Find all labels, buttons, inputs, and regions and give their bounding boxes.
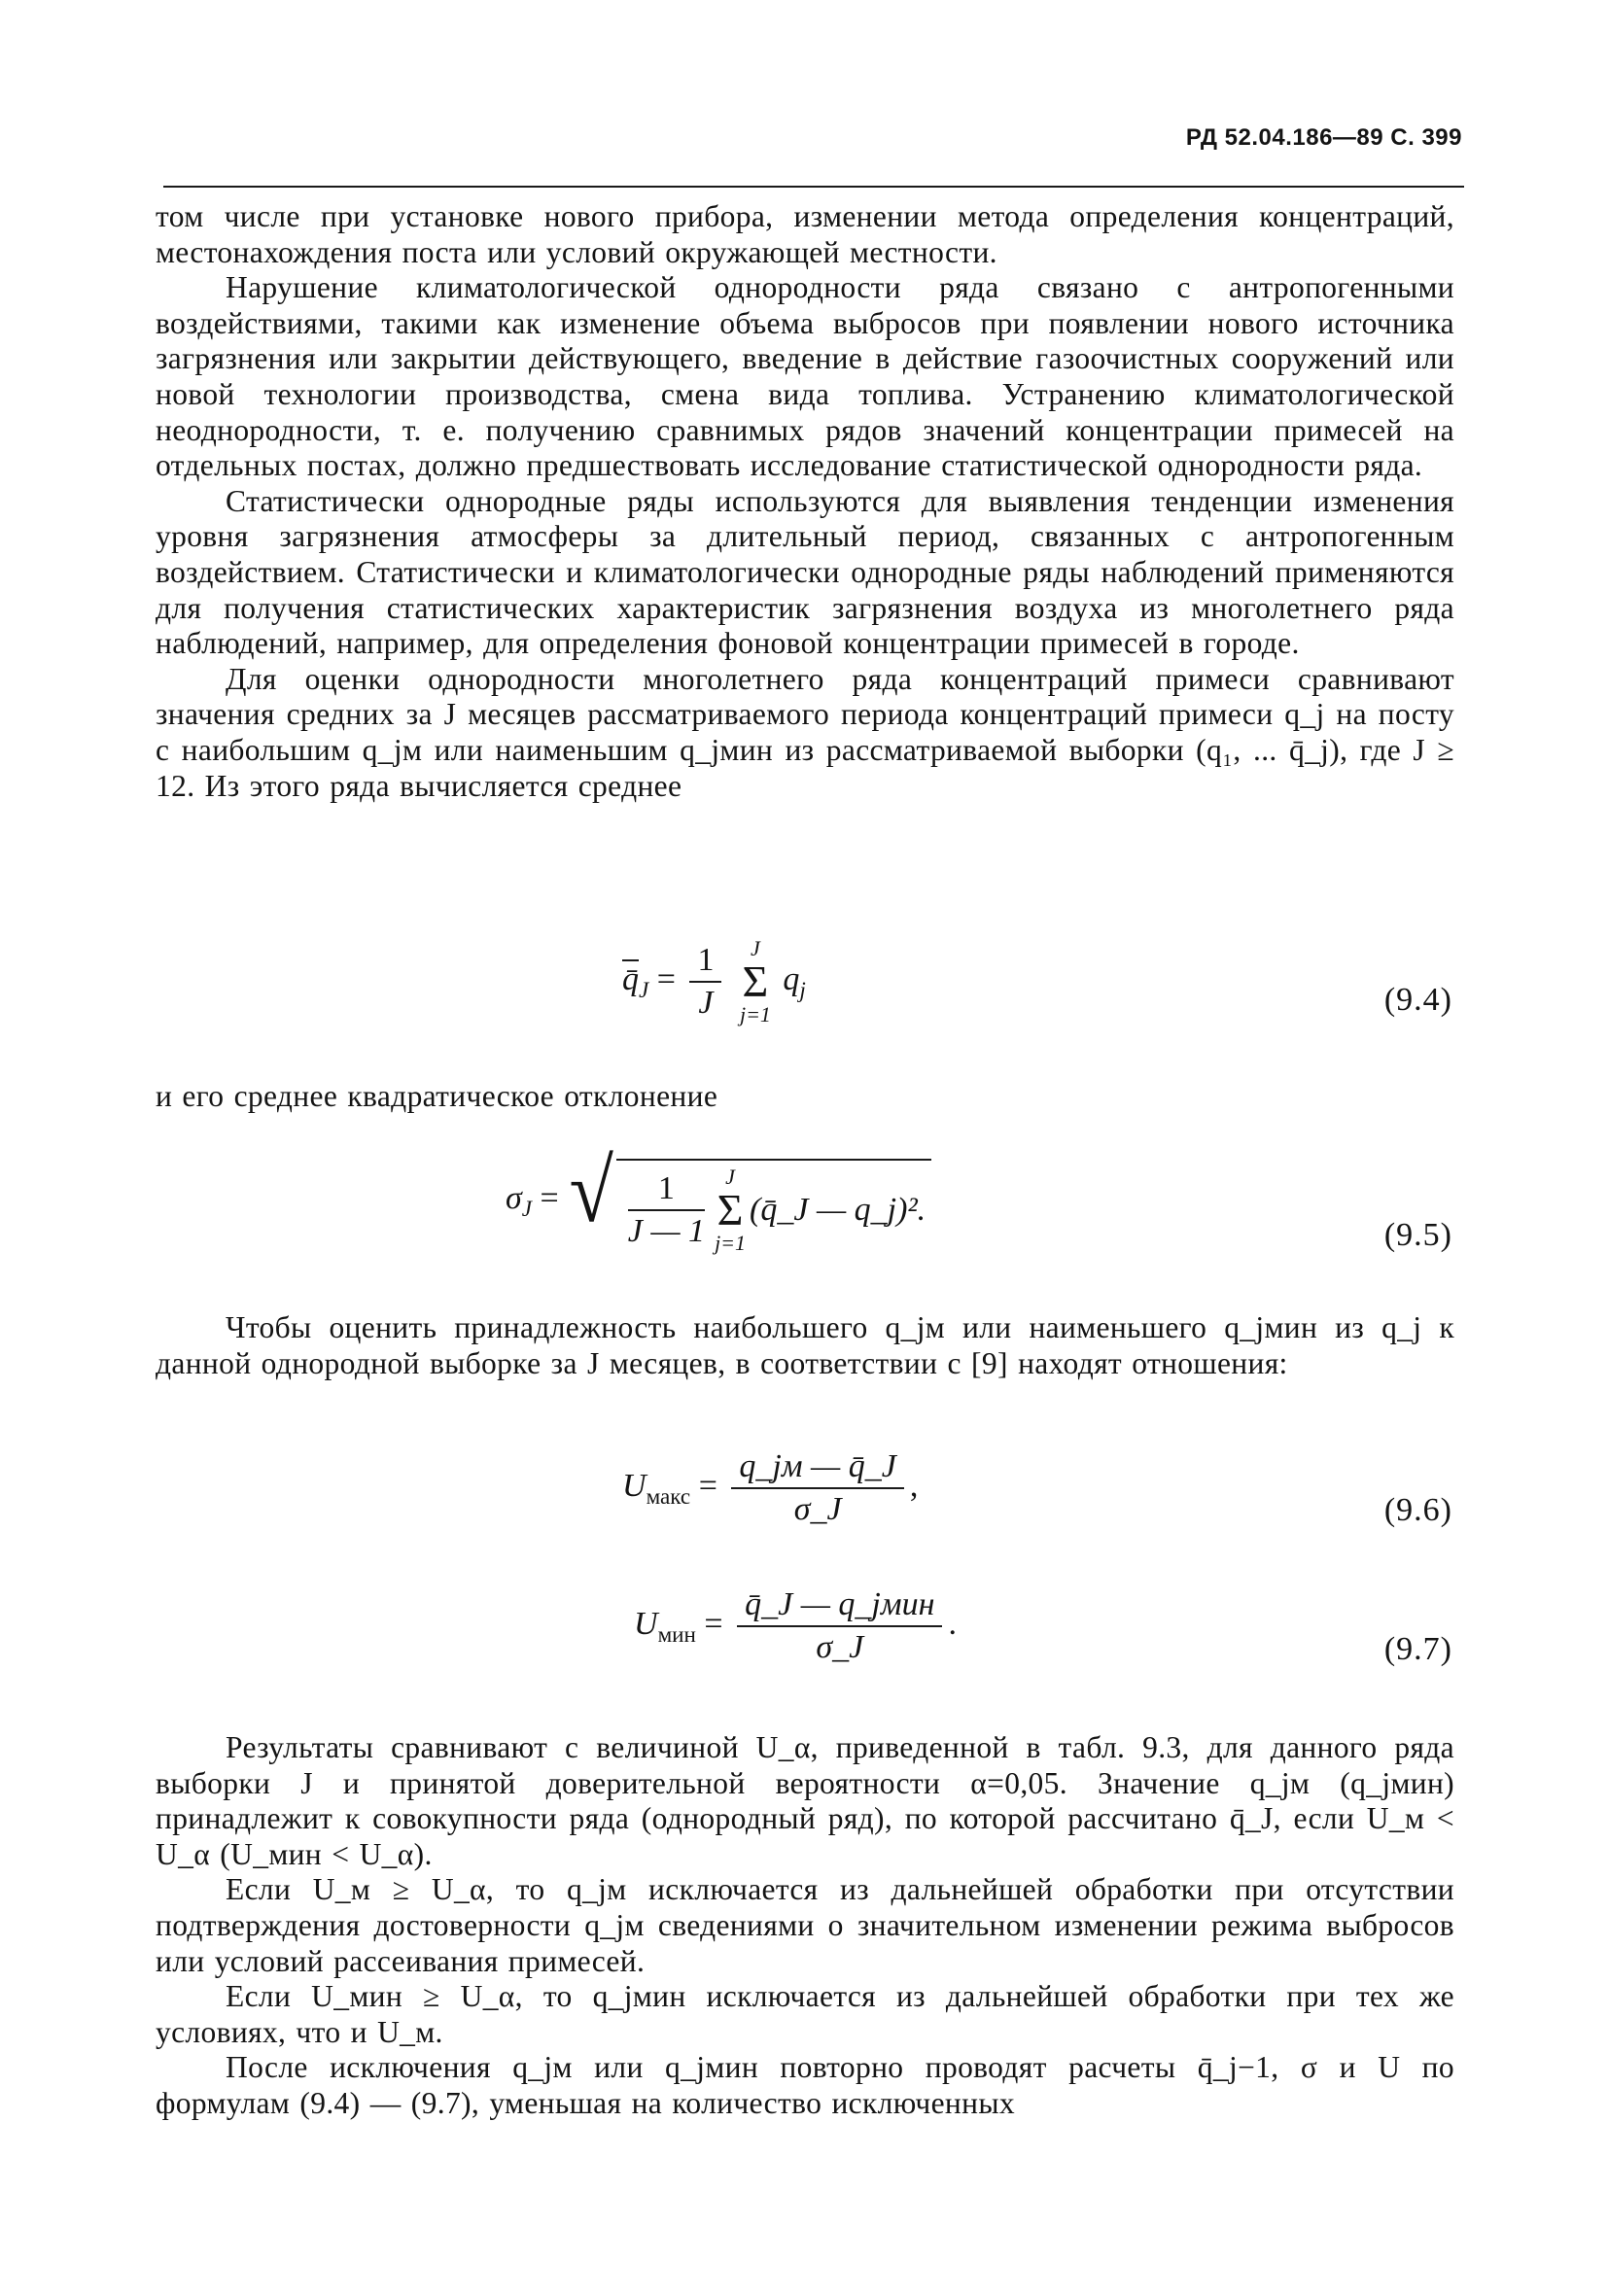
eq-9-6-tail: , — [909, 1467, 919, 1504]
paragraph-1: том числе при установке нового прибора, изменении метода определения концентраций, местонахождения поста или условий окружающей местности. — [156, 199, 1454, 269]
paragraph-10: После исключения q_jм или q_jмин повторно проводят расчеты q̄_j−1, σ и U по формулам (9.4) — (9.7), уменьшая на количество исключенных — [156, 2050, 1454, 2120]
equation-number-9-7: (9.7) — [1383, 1631, 1452, 1667]
paragraph-5: и его среднее квадратическое отклонение — [156, 1079, 718, 1113]
header-rule — [163, 186, 1464, 188]
eq-9-7-numerator: q̄_J — q_jмин — [737, 1586, 942, 1627]
paragraph-8: Если U_м ≥ U_α, то q_jм исключается из дальнейшей обработки при отсутствии подтверждения достоверности q_jм сведениями о значительном изменении режима выбросов или условий рассеивания примесей. — [156, 1872, 1454, 1978]
eq-9-7-lhs-sub: мин — [657, 1621, 696, 1648]
eq-9-6-fraction — [731, 1448, 903, 1528]
eq-9-6-lhs-sub: макс — [646, 1483, 691, 1510]
eq-9-4-fraction — [689, 942, 721, 1022]
equation-9-4: $q̄_J$ = $\frac{1}{J}$ J Σ j=1 $q_j$ — [622, 936, 806, 1026]
body-text-block-1 — [156, 199, 1454, 804]
radical-sign: √ — [569, 1141, 614, 1240]
paragraph-6: Чтобы оценить принадлежность наибольшего q_jм или наименьшего q_jмин из q_j к данной однородной выборке за J месяцев, в соответствии с [9] находят отношения: — [156, 1310, 1454, 1380]
eq-9-4-sum-lower: j=1 — [739, 1002, 771, 1026]
eq-9-5-lhs: σ — [506, 1179, 522, 1216]
eq-9-4-lhs: q̄ — [622, 960, 639, 997]
eq-9-5-numerator: 1 — [628, 1170, 705, 1211]
paragraph-4: Для оценки однородности многолетнего ряда концентраций примеси сравнивают значения средних за J месяцев рассматриваемого периода концентраций примеси q_j на посту с наибольшим q_jм или наименьшим q_jмин из рассматриваемой выборки (q₁, ... q̄_j), где J ≥ 12. Из этого ряда вычисляется среднее — [156, 661, 1454, 803]
eq-9-4-term-sub: j — [799, 977, 806, 1003]
equation-number-9-5: (9.5) — [1383, 1217, 1452, 1253]
eq-9-5-radicand — [616, 1159, 931, 1254]
eq-9-6-denominator: σ_J — [793, 1491, 842, 1527]
equation-number-9-6: (9.6) — [1383, 1492, 1452, 1528]
sigma-sum-symbol: Σ — [717, 1185, 744, 1235]
eq-9-5-lhs-sub: J — [521, 1196, 533, 1222]
eq-9-7-lhs: U — [634, 1605, 658, 1642]
eq-9-5-summation — [715, 1166, 746, 1254]
running-head: РД 52.04.186—89 С. 399 — [1185, 124, 1462, 151]
eq-9-5-sum-lower: j=1 — [715, 1231, 747, 1255]
body-text-block-2 — [156, 1079, 1454, 1115]
eq-9-7-denominator: σ_J — [816, 1629, 864, 1665]
equation-number-9-4: (9.4) — [1383, 982, 1452, 1018]
eq-9-4-numerator: 1 — [689, 942, 721, 983]
eq-9-4-summation — [740, 938, 771, 1026]
eq-9-5-term: (q̄_J — q_j)². — [750, 1192, 926, 1228]
eq-9-4-lhs-sub: J — [639, 977, 649, 1003]
sigma-sum-symbol: Σ — [742, 957, 769, 1006]
eq-9-7-fraction — [737, 1586, 942, 1666]
eq-9-6-lhs: U — [622, 1467, 647, 1504]
eq-9-6-numerator: q_jм — q̄_J — [731, 1448, 903, 1489]
equation-9-7: $U_{мин}$ = $\frac{\text{q̄\_J — q\_jмин}}{\sigma\_J}$ . — [634, 1586, 957, 1665]
paragraph-2: Нарушение климатологической однородности ряда связано с антропогенными воздействиями, такими как изменение объема выбросов при появлении нового источника загрязнения или закрытии действующего, введение в действие газоочистных сооружений или новой технологии производства, смена вида топлива. Устранению климатологической неоднородности, т. е. получению сравнимых рядов значений концентрации примесей на отдельных постах, должно предшествовать исследование статистической однородности ряда. — [156, 270, 1454, 483]
eq-9-4-term: q — [783, 960, 800, 997]
eq-9-5-denominator: J — 1 — [627, 1213, 706, 1249]
equation-9-5: $\sigma_J$ = √ $\frac{1}{J — 1}$ J Σ j=1 (q̄_J — q_j)². — [506, 1147, 931, 1254]
paragraph-9: Если U_мин ≥ U_α, то q_jмин исключается из дальнейшей обработки при тех же условиях, что и U_м. — [156, 1979, 1454, 2049]
eq-9-4-denominator: J — [698, 985, 714, 1021]
paragraph-7: Результаты сравнивают с величиной U_α, приведенной в табл. 9.3, для данного ряда выборки J и принятой доверительной вероятности α=0,05. Значение q_jм (q_jмин) принадлежит к совокупности ряда (однородный ряд), по которой рассчитано q̄_J, если U_м < U_α (U_мин < U_α). — [156, 1730, 1454, 1871]
eq-9-4-sum-upper: J — [751, 936, 760, 960]
equation-9-6: $U_{макс}$ = $\frac{q\_jм — q̄\_J}{\sigma\_J}$ , — [622, 1448, 919, 1527]
body-text-block-3 — [156, 1310, 1454, 1381]
eq-9-5-fraction — [628, 1170, 705, 1250]
eq-9-5-square-root — [567, 1141, 931, 1255]
eq-9-7-tail: . — [948, 1605, 957, 1642]
body-text-block-4 — [156, 1730, 1454, 2122]
paragraph-3: Статистически однородные ряды используются для выявления тенденции изменения уровня загрязнения атмосферы за длительный период, связанных с антропогенным воздействием. Статистически и климатологически однородные ряды наблюдений применяются для получения статистических характеристик загрязнения воздуха из многолетнего ряда наблюдений, например, для определения фоновой концентрации примесей в городе. — [156, 483, 1454, 661]
eq-9-5-sum-upper: J — [725, 1165, 735, 1189]
